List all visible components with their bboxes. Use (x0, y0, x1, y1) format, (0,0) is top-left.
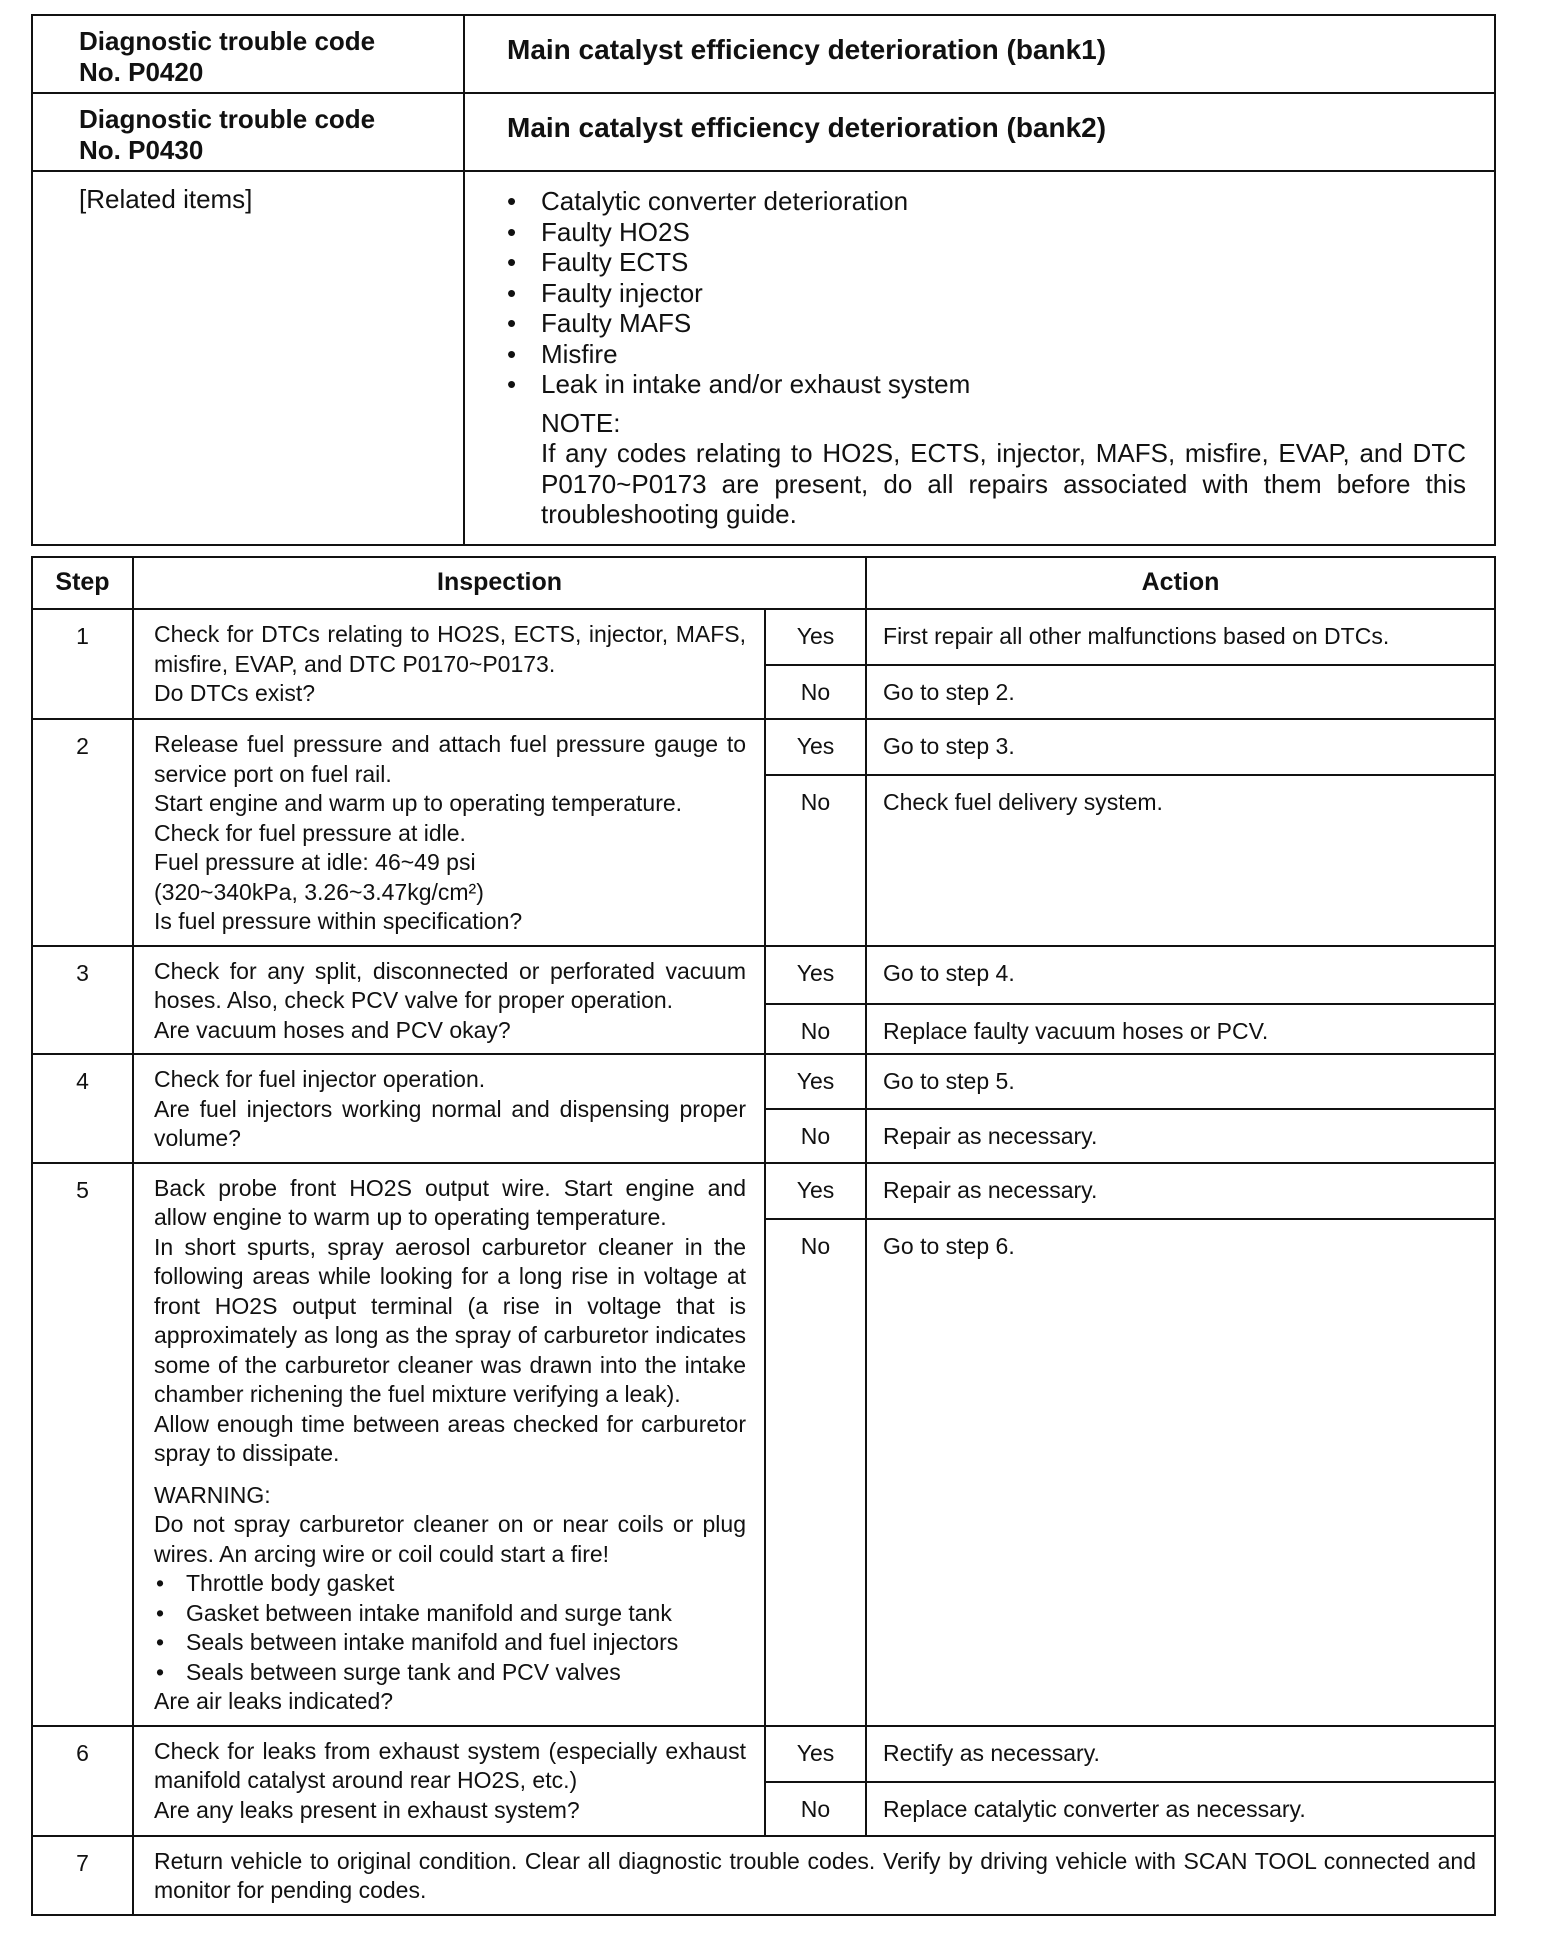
yes-action: Repair as necessary. (866, 1163, 1495, 1219)
table-row (32, 1836, 1495, 1915)
dtc-code-label: Diagnostic trouble code (79, 104, 376, 134)
check-area-item: • Seals between intake manifold and fuel injectors (154, 1628, 746, 1658)
no-action: Repair as necessary. (866, 1109, 1495, 1162)
related-item: • Leak in intake and/or exhaust system (507, 369, 1466, 400)
related-item: • Faulty injector (507, 278, 1466, 309)
dtc-code-number: No. P0420 (79, 57, 204, 87)
yes-action: Go to step 4. (866, 946, 1495, 1004)
inspection-text: Check for fuel pressure at idle. (154, 819, 466, 846)
related-item: • Faulty ECTS (507, 247, 1466, 278)
check-area-item: • Throttle body gasket (154, 1569, 746, 1599)
col-header-action: Action (866, 557, 1495, 609)
no-action: Go to step 6. (866, 1219, 1495, 1726)
no-action: Go to step 2. (866, 665, 1495, 719)
inspection-text: Check for DTCs relating to HO2S, ECTS, injector, MAFS, misfire, EVAP, and DTC P0170~P0173. (154, 621, 746, 677)
inspection-text: Check for fuel injector operation. (154, 1066, 486, 1092)
related-items-row (32, 171, 1495, 545)
note-block (507, 408, 1466, 530)
step-inspection (133, 609, 765, 719)
no-label: No (765, 1219, 866, 1726)
table-row (32, 1054, 1495, 1109)
inspection-text: Check for leaks from exhaust system (especially exhaust manifold catalyst around rear HO2S, etc.) (154, 1737, 746, 1793)
inspection-question: Are fuel injectors working normal and dispensing proper volume? (154, 1095, 746, 1151)
no-label: No (765, 775, 866, 945)
yes-label: Yes (765, 946, 866, 1004)
col-header-step: Step (32, 557, 133, 609)
yes-label: Yes (765, 1054, 866, 1109)
troubleshooting-table (31, 556, 1496, 1916)
dtc-title: Main catalyst efficiency deterioration (bank1) (464, 15, 1495, 93)
dtc-header-table (31, 14, 1496, 546)
check-area-item: • Gasket between intake manifold and surge tank (154, 1599, 746, 1629)
step-number: 1 (32, 609, 133, 719)
col-header-inspection: Inspection (133, 557, 866, 609)
inspection-question: Are vacuum hoses and PCV okay? (154, 1016, 511, 1043)
inspection-text: Check for any split, disconnected or perforated vacuum hoses. Also, check PCV valve for proper operation. (154, 957, 746, 1013)
dtc-row-p0420 (32, 15, 1495, 93)
no-label: No (765, 665, 866, 719)
step-number: 4 (32, 1054, 133, 1163)
step-inspection (133, 946, 765, 1055)
related-items-cell (464, 171, 1495, 545)
related-item: • Misfire (507, 339, 1466, 370)
yes-action: First repair all other malfunctions based on DTCs. (866, 609, 1495, 665)
inspection-text: Start engine and warm up to operating temperature. (154, 790, 683, 816)
step-number: 6 (32, 1726, 133, 1836)
related-items-label: [Related items] (32, 171, 464, 545)
related-item: • Faulty HO2S (507, 217, 1466, 248)
no-action: Replace catalytic converter as necessary. (866, 1782, 1495, 1836)
warning-block (154, 1481, 746, 1570)
inspection-question: Do DTCs exist? (154, 680, 316, 706)
no-action: Check fuel delivery system. (866, 775, 1495, 945)
table-row (32, 946, 1495, 1004)
inspection-text: Allow enough time between areas checked for carburetor spray to dissipate. (154, 1410, 746, 1466)
table-row (32, 609, 1495, 665)
note-text: If any codes relating to HO2S, ECTS, injector, MAFS, misfire, EVAP, and DTC P0170~P0173 are present, do all repairs associated with them before this troubleshooting guide. (541, 438, 1466, 529)
inspection-question: Is fuel pressure within specification? (154, 908, 523, 934)
no-action: Replace faulty vacuum hoses or PCV. (866, 1004, 1495, 1054)
yes-label: Yes (765, 1726, 866, 1782)
related-items-list (507, 186, 1466, 400)
inspection-spec: Fuel pressure at idle: 46~49 psi (154, 849, 476, 875)
yes-label: Yes (765, 609, 866, 665)
step-inspection (133, 719, 765, 946)
check-area-item: • Seals between surge tank and PCV valves (154, 1658, 746, 1688)
yes-label: Yes (765, 719, 866, 775)
step-number: 2 (32, 719, 133, 946)
related-item: • Faulty MAFS (507, 308, 1466, 339)
table-row (32, 1726, 1495, 1782)
no-label: No (765, 1109, 866, 1162)
note-label: NOTE: (541, 407, 621, 438)
yes-action: Rectify as necessary. (866, 1726, 1495, 1782)
inspection-text: Release fuel pressure and attach fuel pressure gauge to service port on fuel rail. (154, 731, 746, 787)
final-step-text: Return vehicle to original condition. Clear all diagnostic trouble codes. Verify by driving vehicle with SCAN TOOL connected and monitor for pending codes. (133, 1836, 1495, 1915)
step-number: 7 (32, 1836, 133, 1915)
no-label: No (765, 1782, 866, 1836)
yes-action: Go to step 3. (866, 719, 1495, 775)
inspection-question: Are any leaks present in exhaust system? (154, 1796, 580, 1823)
step-number: 3 (32, 946, 133, 1055)
inspection-spec: (320~340kPa, 3.26~3.47kg/cm²) (154, 878, 484, 905)
dtc-title: Main catalyst efficiency deterioration (bank2) (464, 93, 1495, 171)
inspection-text: In short spurts, spray aerosol carburetor cleaner in the following areas while looking for a long rise in voltage at front HO2S output terminal (a rise in voltage that is approximately as long as the spray of carburetor indicates some of the carburetor cleaner was drawn into the intake chamber richening the fuel mixture verifying a leak). (154, 1233, 746, 1407)
related-item: • Catalytic converter deterioration (507, 186, 1466, 217)
warning-text: Do not spray carburetor cleaner on or near coils or plug wires. An arcing wire or coil could start a fire! (154, 1511, 746, 1567)
step-inspection (133, 1726, 765, 1836)
step-inspection (133, 1054, 765, 1163)
dtc-code-cell (32, 15, 464, 93)
dtc-code-number: No. P0430 (79, 135, 204, 165)
warning-label: WARNING: (154, 1481, 271, 1508)
table-row (32, 1163, 1495, 1219)
inspection-question: Are air leaks indicated? (154, 1688, 394, 1714)
yes-label: Yes (765, 1163, 866, 1219)
table-row (32, 719, 1495, 775)
step-inspection (133, 1163, 765, 1726)
dtc-code-label: Diagnostic trouble code (79, 26, 376, 56)
no-label: No (765, 1004, 866, 1054)
dtc-code-cell (32, 93, 464, 171)
step-number: 5 (32, 1163, 133, 1726)
yes-action: Go to step 5. (866, 1054, 1495, 1109)
table-header-row (32, 557, 1495, 609)
inspection-text: Back probe front HO2S output wire. Start engine and allow engine to warm up to operating temperature. (154, 1174, 746, 1230)
dtc-row-p0430 (32, 93, 1495, 171)
